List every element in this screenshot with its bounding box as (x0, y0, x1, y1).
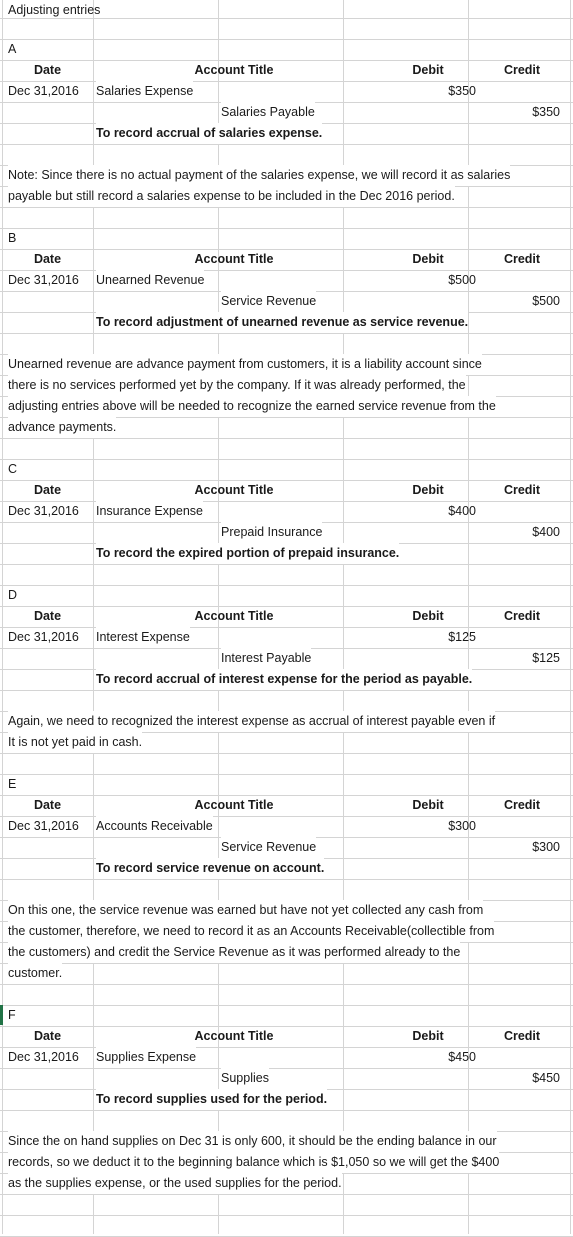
column-header-account: Account Title (194, 798, 274, 812)
column-header-credit: Credit (503, 798, 541, 812)
active-row-marker (0, 1005, 3, 1025)
entry-memo: To record accrual of salaries expense. (96, 123, 322, 144)
debit-amount: $400 (448, 504, 476, 518)
note-line: On this one, the service revenue was earned but have not yet collected any cash from (8, 900, 483, 921)
entry-date: Dec 31,2016 (8, 504, 79, 518)
grid-row-line (0, 984, 573, 985)
debit-amount: $300 (448, 819, 476, 833)
grid-row-line (0, 459, 573, 460)
entry-memo: To record accrual of interest expense for the period as payable. (96, 669, 472, 690)
credit-account: Service Revenue (221, 291, 316, 312)
column-header-account: Account Title (194, 1029, 274, 1043)
column-header-debit: Debit (412, 483, 444, 497)
note-line: Since the on hand supplies on Dec 31 is only 600, it should be the ending balance in our (8, 1131, 497, 1152)
column-header-date: Date (33, 252, 62, 266)
debit-account: Accounts Receivable (96, 816, 213, 837)
sheet-title: Adjusting entries (8, 3, 101, 17)
column-header-debit: Debit (412, 609, 444, 623)
note-line: payable but still record a salaries expense to be included in the Dec 2016 period. (8, 186, 455, 207)
grid-row-line (0, 1110, 573, 1111)
column-header-date: Date (33, 483, 62, 497)
credit-account: Interest Payable (221, 648, 311, 669)
column-header-date: Date (33, 798, 62, 812)
credit-amount: $350 (532, 105, 560, 119)
credit-account: Salaries Payable (221, 102, 315, 123)
note-line: customer. (8, 963, 62, 984)
grid-row-line (0, 39, 573, 40)
column-header-credit: Credit (503, 609, 541, 623)
column-header-account: Account Title (194, 63, 274, 77)
note-line: there is no services performed yet by the company. If it was already performed, the (8, 375, 466, 396)
column-header-credit: Credit (503, 63, 541, 77)
debit-amount: $350 (448, 84, 476, 98)
entry-date: Dec 31,2016 (8, 630, 79, 644)
grid-row-line (0, 438, 573, 439)
entry-date: Dec 31,2016 (8, 819, 79, 833)
grid-row-line (0, 1194, 573, 1195)
grid-row-line (0, 564, 573, 565)
column-header-date: Date (33, 609, 62, 623)
credit-amount: $500 (532, 294, 560, 308)
credit-amount: $400 (532, 525, 560, 539)
note-line: advance payments. (8, 417, 116, 438)
note-line: adjusting entries above will be needed to recognize the earned service revenue from the (8, 396, 496, 417)
grid-row-line (0, 144, 573, 145)
column-header-account: Account Title (194, 609, 274, 623)
note-line: Unearned revenue are advance payment from customers, it is a liability account since (8, 354, 482, 375)
grid-row-line (0, 774, 573, 775)
section-letter: E (8, 777, 17, 791)
debit-account: Unearned Revenue (96, 270, 204, 291)
credit-account: Service Revenue (221, 837, 316, 858)
section-letter: A (8, 42, 17, 56)
column-header-debit: Debit (412, 1029, 444, 1043)
column-header-date: Date (33, 1029, 62, 1043)
grid-row-line (0, 627, 573, 628)
debit-account: Salaries Expense (96, 81, 193, 102)
debit-amount: $450 (448, 1050, 476, 1064)
column-header-date: Date (33, 63, 62, 77)
grid-row-line (0, 501, 573, 502)
grid-row-line (0, 1215, 573, 1216)
entry-date: Dec 31,2016 (8, 84, 79, 98)
column-header-account: Account Title (194, 483, 274, 497)
entry-date: Dec 31,2016 (8, 1050, 79, 1064)
entry-memo: To record supplies used for the period. (96, 1089, 327, 1110)
grid-row-line (0, 207, 573, 208)
entry-date: Dec 31,2016 (8, 273, 79, 287)
grid-row-line (0, 585, 573, 586)
grid-row-line (0, 963, 573, 964)
entry-memo: To record the expired portion of prepaid insurance. (96, 543, 399, 564)
grid-row-line (0, 333, 573, 334)
credit-account: Supplies (221, 1068, 269, 1089)
column-header-account: Account Title (194, 252, 274, 266)
credit-amount: $300 (532, 840, 560, 854)
grid-row-line (0, 816, 573, 817)
note-line: Note: Since there is no actual payment of the salaries expense, we will record it as salaries (8, 165, 510, 186)
note-line: the customer, therefore, we need to record it as an Accounts Receivable(collectible from (8, 921, 494, 942)
column-header-credit: Credit (503, 483, 541, 497)
debit-account: Supplies Expense (96, 1047, 196, 1068)
section-letter: D (8, 588, 18, 602)
column-header-debit: Debit (412, 252, 444, 266)
note-line: the customers) and credit the Service Revenue as it was performed already to the (8, 942, 460, 963)
grid-row-line (0, 228, 573, 229)
grid-row-line (0, 81, 573, 82)
credit-amount: $125 (532, 651, 560, 665)
column-header-credit: Credit (503, 1029, 541, 1043)
section-letter: C (8, 462, 18, 476)
grid-row-line (0, 1005, 573, 1006)
grid-row-line (0, 1047, 573, 1048)
entry-memo: To record adjustment of unearned revenue as service revenue. (96, 312, 468, 333)
debit-account: Insurance Expense (96, 501, 203, 522)
column-header-debit: Debit (412, 798, 444, 812)
credit-amount: $450 (532, 1071, 560, 1085)
grid-row-line (0, 270, 573, 271)
grid-row-line (0, 879, 573, 880)
debit-amount: $125 (448, 630, 476, 644)
credit-account: Prepaid Insurance (221, 522, 322, 543)
grid-row-line (0, 690, 573, 691)
note-line: It is not yet paid in cash. (8, 732, 142, 753)
note-line: as the supplies expense, or the used supplies for the period. (8, 1173, 342, 1194)
column-header-debit: Debit (412, 63, 444, 77)
entry-memo: To record service revenue on account. (96, 858, 324, 879)
note-line: Again, we need to recognized the interest expense as accrual of interest payable even if (8, 711, 495, 732)
column-header-credit: Credit (503, 252, 541, 266)
grid-row-line (0, 753, 573, 754)
grid-column-line (570, 0, 571, 1234)
debit-amount: $500 (448, 273, 476, 287)
section-letter: B (8, 231, 17, 245)
note-line: records, so we deduct it to the beginning balance which is $1,050 so we will get the $400 (8, 1152, 499, 1173)
debit-account: Interest Expense (96, 627, 190, 648)
section-letter: F (8, 1008, 16, 1022)
